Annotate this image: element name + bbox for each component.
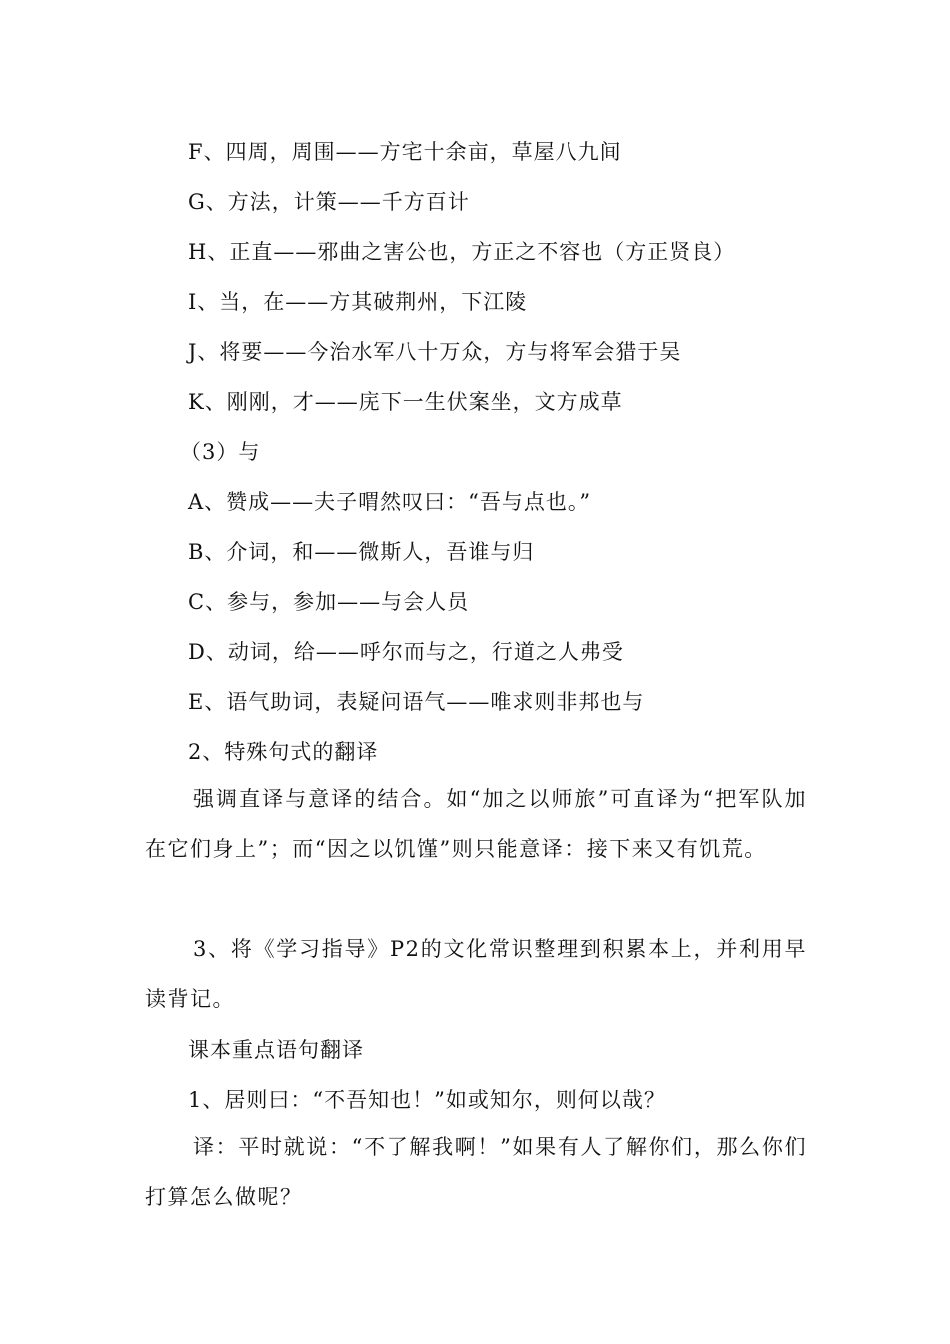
meaning-yu-c: C、参与，参加——与会人员 [188,590,470,614]
meaning-fang-h: H、正直——邪曲之害公也，方正之不容也（方正贤良） [188,240,736,264]
sentence-1: 1、居则曰：“不吾知也！”如或知尔，则何以哉？ [188,1088,666,1112]
meaning-fang-i: I、当，在——方其破荆州，下江陵 [188,290,528,314]
meaning-fang-k: K、刚刚，才——庑下一生伏案坐，文方成草 [188,390,623,414]
meaning-yu-b: B、介词，和——微斯人，吾谁与归 [188,540,535,564]
section2-body: 强调直译与意译的结合。如“加之以师旅”可直译为“把军队加在它们身上”；而“因之以饥馑”则只能意译：接下来又有饥荒。 [145,787,807,861]
heading-yu: （3）与 [180,440,261,464]
section2-heading: 2、特殊句式的翻译 [188,740,379,764]
translation-1: 译：平时就说：“不了解我啊！”如果有人了解你们，那么你们打算怎么做呢？ [145,1135,807,1209]
meaning-yu-d: D、动词，给——呼尔而与之，行道之人弗受 [188,640,624,664]
meaning-fang-g: G、方法，计策——千方百计 [188,190,470,214]
meaning-fang-j: J、将要——今治水军八十万众，方与将军会猎于吴 [188,340,682,364]
section3-body: 3、将《学习指导》P2的文化常识整理到积累本上，并利用早读背记。 [145,937,807,1011]
key-sentences-heading: 课本重点语句翻译 [188,1038,364,1062]
meaning-yu-a: A、赞成——夫子喟然叹曰：“吾与点也。” [188,490,592,514]
meaning-yu-e: E、语气助词，表疑问语气——唯求则非邦也与 [188,690,645,714]
meaning-fang-f: F、四周，周围——方宅十余亩，草屋八九间 [188,140,622,164]
